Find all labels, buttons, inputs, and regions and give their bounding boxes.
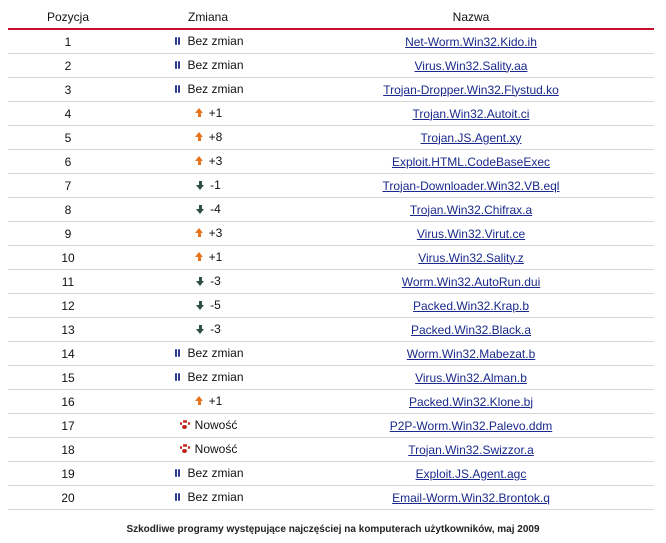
change-label: -4 — [210, 202, 221, 216]
table-row — [8, 438, 654, 462]
table-row — [8, 126, 654, 150]
up-arrow-icon — [194, 156, 204, 166]
name-cell — [288, 174, 654, 198]
up-arrow-icon — [194, 252, 204, 262]
change-label: Bez zmian — [187, 58, 244, 72]
change-cell — [128, 222, 288, 246]
no-change-icon — [172, 60, 182, 70]
paw-icon — [179, 420, 190, 430]
change-indicator — [172, 34, 243, 48]
change-cell — [128, 174, 288, 198]
change-indicator — [194, 394, 223, 408]
down-arrow-icon — [195, 204, 205, 214]
change-indicator — [195, 274, 221, 288]
down-arrow-icon — [195, 180, 205, 190]
change-label: +1 — [208, 106, 223, 120]
change-indicator — [172, 58, 243, 72]
position-cell: 14 — [8, 342, 128, 366]
change-label: +1 — [208, 394, 223, 408]
malware-name-link[interactable]: Trojan.JS.Agent.xy — [420, 130, 522, 145]
change-cell — [128, 390, 288, 414]
position-cell: 6 — [8, 150, 128, 174]
up-arrow-icon — [194, 108, 204, 118]
table-row — [8, 270, 654, 294]
change-label: Bez zmian — [187, 490, 244, 504]
name-cell — [288, 54, 654, 78]
position-cell: 19 — [8, 462, 128, 486]
name-cell — [288, 246, 654, 270]
change-cell — [128, 486, 288, 510]
change-indicator — [195, 322, 221, 336]
position-cell: 1 — [8, 29, 128, 54]
change-indicator — [172, 466, 243, 480]
name-cell — [288, 438, 654, 462]
position-cell: 4 — [8, 102, 128, 126]
malware-name-link[interactable]: Email-Worm.Win32.Brontok.q — [392, 490, 550, 505]
table-row — [8, 78, 654, 102]
name-cell — [288, 486, 654, 510]
name-cell — [288, 102, 654, 126]
malware-name-link[interactable]: Net-Worm.Win32.Kido.ih — [405, 34, 537, 49]
change-label: Nowość — [194, 418, 238, 432]
change-label: +8 — [208, 130, 223, 144]
change-label: +1 — [208, 250, 223, 264]
malware-name-link[interactable]: Exploit.HTML.CodeBaseExec — [391, 154, 551, 169]
malware-name-link[interactable]: Virus.Win32.Sality.z — [418, 250, 524, 265]
change-indicator — [194, 226, 223, 240]
table-header-row — [8, 6, 654, 29]
table-row — [8, 318, 654, 342]
change-cell — [128, 270, 288, 294]
position-cell: 7 — [8, 174, 128, 198]
change-indicator — [179, 418, 238, 432]
malware-name-link[interactable]: Exploit.JS.Agent.agc — [415, 466, 527, 481]
position-cell: 8 — [8, 198, 128, 222]
change-indicator — [194, 154, 223, 168]
no-change-icon — [172, 36, 182, 46]
position-cell: 13 — [8, 318, 128, 342]
table-row — [8, 150, 654, 174]
change-indicator — [195, 298, 221, 312]
position-cell: 16 — [8, 390, 128, 414]
position-cell: 2 — [8, 54, 128, 78]
change-label: Bez zmian — [187, 346, 244, 360]
change-cell — [128, 102, 288, 126]
change-cell — [128, 29, 288, 54]
table-body — [8, 29, 654, 510]
malware-name-link[interactable]: Virus.Win32.Virut.ce — [416, 226, 526, 241]
table-row — [8, 174, 654, 198]
table-row — [8, 366, 654, 390]
position-cell: 15 — [8, 366, 128, 390]
table-row — [8, 246, 654, 270]
table-row — [8, 294, 654, 318]
malware-name-link[interactable]: Packed.Win32.Black.a — [410, 322, 532, 337]
position-cell: 5 — [8, 126, 128, 150]
change-cell — [128, 342, 288, 366]
name-cell — [288, 366, 654, 390]
change-cell — [128, 126, 288, 150]
malware-name-link[interactable]: Trojan.Win32.Chifrax.a — [409, 202, 533, 217]
malware-name-link[interactable]: Packed.Win32.Klone.bj — [408, 394, 534, 409]
change-indicator — [172, 82, 243, 96]
malware-ranking-table-wrap — [8, 6, 654, 510]
table-row — [8, 390, 654, 414]
no-change-icon — [172, 468, 182, 478]
name-cell — [288, 270, 654, 294]
name-cell — [288, 294, 654, 318]
malware-name-link[interactable]: Worm.Win32.AutoRun.dui — [401, 274, 541, 289]
change-indicator — [195, 202, 221, 216]
change-label: Bez zmian — [187, 370, 244, 384]
table-row — [8, 29, 654, 54]
name-cell — [288, 462, 654, 486]
malware-ranking-table — [8, 6, 654, 510]
position-cell: 17 — [8, 414, 128, 438]
malware-name-link[interactable]: Trojan.Win32.Swizzor.a — [408, 442, 534, 457]
up-arrow-icon — [194, 396, 204, 406]
change-cell — [128, 462, 288, 486]
no-change-icon — [172, 348, 182, 358]
name-cell — [288, 222, 654, 246]
table-row — [8, 486, 654, 510]
malware-name-link[interactable]: Packed.Win32.Krap.b — [412, 298, 530, 313]
change-label: +3 — [208, 226, 223, 240]
position-cell: 11 — [8, 270, 128, 294]
header-change: Zmiana — [128, 6, 288, 29]
table-row — [8, 414, 654, 438]
change-indicator — [172, 490, 243, 504]
name-cell — [288, 390, 654, 414]
malware-name-link[interactable]: Virus.Win32.Sality.aa — [414, 58, 528, 73]
table-row — [8, 222, 654, 246]
change-cell — [128, 78, 288, 102]
change-indicator — [194, 130, 223, 144]
table-caption: Szkodliwe programy występujące najczęściej na komputerach użytkowników, maj 2009 — [126, 524, 540, 535]
up-arrow-icon — [194, 228, 204, 238]
change-cell — [128, 414, 288, 438]
change-label: +3 — [208, 154, 223, 168]
malware-name-link[interactable]: Trojan-Downloader.Win32.VB.eql — [382, 178, 560, 193]
change-cell — [128, 318, 288, 342]
position-cell: 20 — [8, 486, 128, 510]
change-cell — [128, 198, 288, 222]
no-change-icon — [172, 372, 182, 382]
change-label: -1 — [210, 178, 221, 192]
change-label: Bez zmian — [187, 34, 244, 48]
malware-name-link[interactable]: Worm.Win32.Mabezat.b — [406, 346, 536, 361]
change-cell — [128, 246, 288, 270]
header-position: Pozycja — [8, 6, 128, 29]
name-cell — [288, 29, 654, 54]
change-label: -3 — [210, 322, 221, 336]
change-label: Nowość — [194, 442, 238, 456]
change-indicator — [179, 442, 238, 456]
change-label: -3 — [210, 274, 221, 288]
table-row — [8, 462, 654, 486]
name-cell — [288, 414, 654, 438]
change-label: Bez zmian — [187, 466, 244, 480]
change-cell — [128, 366, 288, 390]
change-indicator — [195, 178, 221, 192]
table-row — [8, 198, 654, 222]
down-arrow-icon — [195, 300, 205, 310]
name-cell — [288, 198, 654, 222]
change-cell — [128, 294, 288, 318]
change-indicator — [172, 346, 243, 360]
no-change-icon — [172, 492, 182, 502]
position-cell: 18 — [8, 438, 128, 462]
down-arrow-icon — [195, 276, 205, 286]
down-arrow-icon — [195, 324, 205, 334]
name-cell — [288, 318, 654, 342]
change-cell — [128, 54, 288, 78]
up-arrow-icon — [194, 132, 204, 142]
paw-icon — [179, 444, 190, 454]
position-cell: 10 — [8, 246, 128, 270]
name-cell — [288, 78, 654, 102]
no-change-icon — [172, 84, 182, 94]
change-indicator — [194, 250, 223, 264]
table-row — [8, 342, 654, 366]
change-cell — [128, 150, 288, 174]
position-cell: 9 — [8, 222, 128, 246]
change-indicator — [172, 370, 243, 384]
change-cell — [128, 438, 288, 462]
table-row — [8, 102, 654, 126]
change-indicator — [194, 106, 223, 120]
table-row — [8, 54, 654, 78]
malware-name-link[interactable]: Virus.Win32.Alman.b — [415, 370, 527, 385]
name-cell — [288, 342, 654, 366]
malware-name-link[interactable]: P2P-Worm.Win32.Palevo.ddm — [389, 418, 553, 433]
header-name: Nazwa — [288, 6, 654, 29]
change-label: Bez zmian — [187, 82, 244, 96]
name-cell — [288, 150, 654, 174]
name-cell — [288, 126, 654, 150]
change-label: -5 — [210, 298, 221, 312]
position-cell: 3 — [8, 78, 128, 102]
position-cell: 12 — [8, 294, 128, 318]
malware-name-link[interactable]: Trojan-Dropper.Win32.Flystud.ko — [383, 82, 559, 97]
malware-name-link[interactable]: Trojan.Win32.Autoit.ci — [412, 106, 530, 121]
